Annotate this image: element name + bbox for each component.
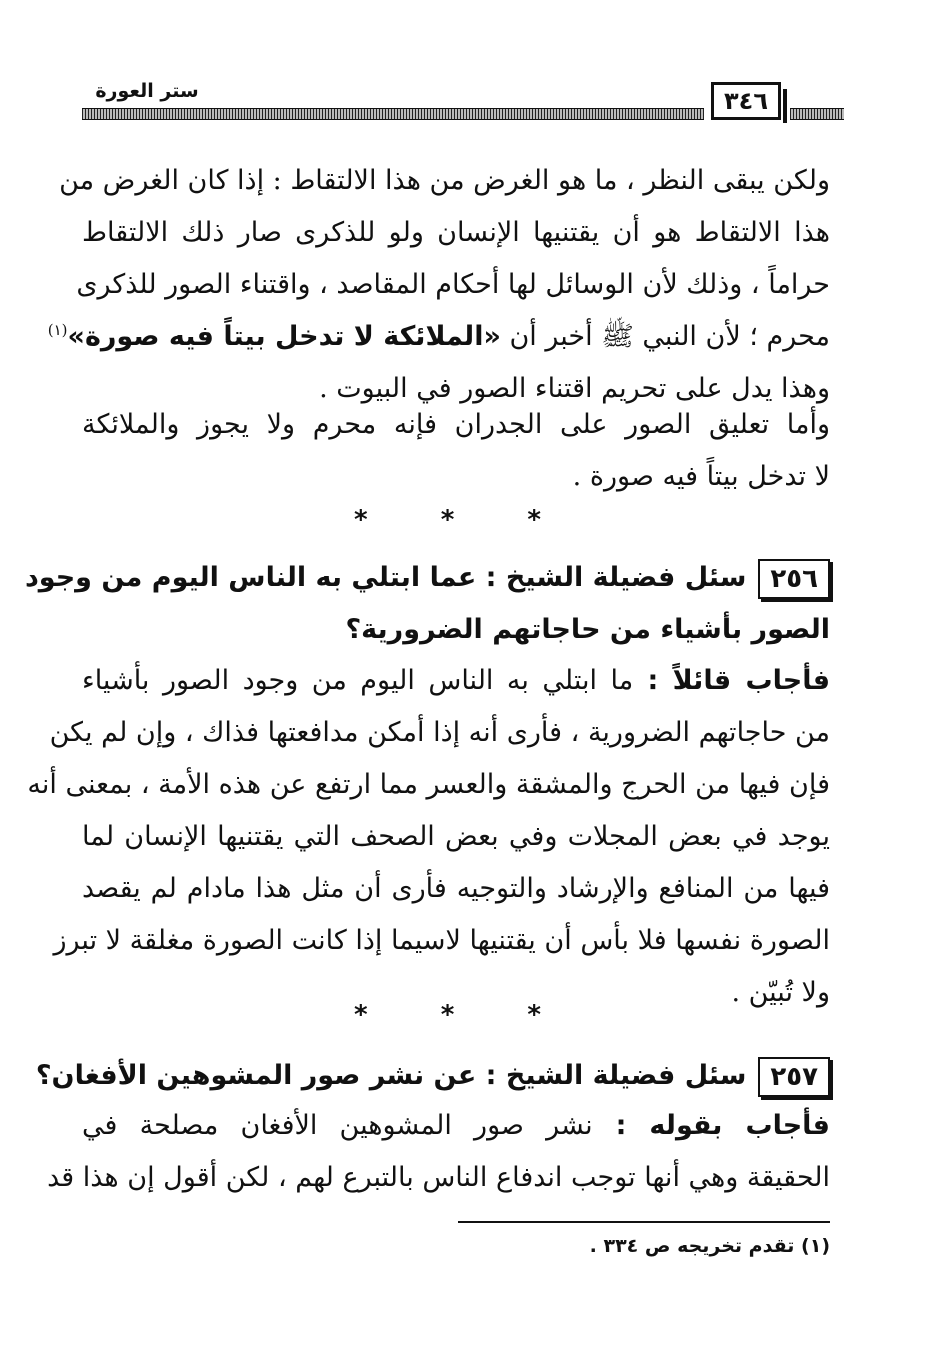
- text-segment: نشر صور المشوهين الأفغان مصلحة في: [82, 1110, 593, 1141]
- text-line: هذا الالتقاط هو أن يقتنيها الإنسان ولو للذكرى صار ذلك الالتقاط: [82, 217, 830, 248]
- answer-line: فإن فيها من الحرج والمشقة والعسر مما ارتفع عن هذه الأمة ، بمعنى أنه: [27, 769, 830, 800]
- text-line: حراماً ، وذلك لأن الوسائل لها أحكام المقاصد ، واقتناء الصور للذكرى: [76, 269, 830, 300]
- answer-intro: فأجاب بقوله :: [592, 1110, 830, 1141]
- running-title: ستر العورة: [95, 80, 199, 102]
- footnote: (١) تقدم تخريجه ص ٣٣٤ .: [589, 1235, 830, 1257]
- text-line: وأما تعليق الصور على الجدران فإنه محرم ولا يجوز والملائكة: [82, 409, 830, 440]
- header-rule: [82, 108, 704, 120]
- section-separator: * * *: [354, 505, 573, 535]
- answer-line: [82, 1100, 830, 1152]
- text-line-hadith: [47, 311, 830, 363]
- text-line: وهذا يدل على تحريم اقتناء الصور في البيوت .: [319, 373, 830, 404]
- question-line: [35, 1050, 830, 1102]
- question-257: [35, 1050, 830, 1102]
- text-line: ولكن يبقى النظر ، ما هو الغرض من هذا الالتقاط : إذا كان الغرض من: [59, 165, 830, 196]
- answer-line: يوجد في بعض المجلات وفي بعض الصحف التي يقتنيها الإنسان لما: [82, 821, 830, 852]
- answer-257: [47, 1100, 830, 1204]
- answer-256: [27, 655, 831, 1019]
- question-number: ٢٥٦: [758, 559, 830, 599]
- footnote-rule: [458, 1221, 830, 1223]
- question-text: سئل فضيلة الشيخ : عن نشر صور المشوهين الأفغان؟: [35, 1060, 747, 1091]
- paragraph-1: [47, 155, 830, 415]
- question-line: الصور بأشياء من حاجاتهم الضرورية؟: [345, 614, 830, 645]
- answer-line: الصورة نفسها فلا بأس أن يقتنيها لاسيما إذا كانت الصورة مغلقة لا تبرز: [53, 925, 830, 956]
- footnote-ref: (١): [47, 321, 68, 339]
- hadith-quote: «الملائكة لا تدخل بيتاً فيه صورة»: [67, 321, 501, 352]
- answer-line: من حاجاتهم الضرورية ، فأرى أنه إذا أمكن مدافعتها فذاك ، وإن لم يكن: [49, 717, 830, 748]
- question-line: [24, 552, 830, 604]
- text-segment: ما ابتلي به الناس اليوم من وجود الصور بأشياء: [82, 665, 634, 696]
- question-number: ٢٥٧: [758, 1057, 830, 1097]
- text-segment: محرم ؛ لأن النبي ﷺ أخبر أن: [500, 321, 830, 352]
- question-256: [24, 552, 830, 656]
- section-separator: * * *: [354, 1000, 573, 1030]
- answer-intro: فأجاب قائلاً :: [633, 665, 831, 696]
- text-line: لا تدخل بيتاً فيه صورة .: [572, 461, 830, 492]
- paragraph-2: [82, 399, 830, 503]
- answer-line: [82, 655, 830, 707]
- answer-line: فيها من المنافع والإرشاد والتوجيه فأرى أن مثل هذا مادام لم يقصد: [82, 873, 830, 904]
- answer-line: ولا تُبيّن .: [731, 977, 830, 1008]
- question-text: سئل فضيلة الشيخ : عما ابتلي به الناس اليوم من وجود: [24, 562, 747, 593]
- page-number: ٣٤٦: [711, 82, 781, 120]
- header-rule-end: [790, 108, 844, 120]
- answer-line: الحقيقة وهي أنها توجب اندفاع الناس بالتبرع لهم ، لكن أقول إن هذا قد: [47, 1162, 830, 1193]
